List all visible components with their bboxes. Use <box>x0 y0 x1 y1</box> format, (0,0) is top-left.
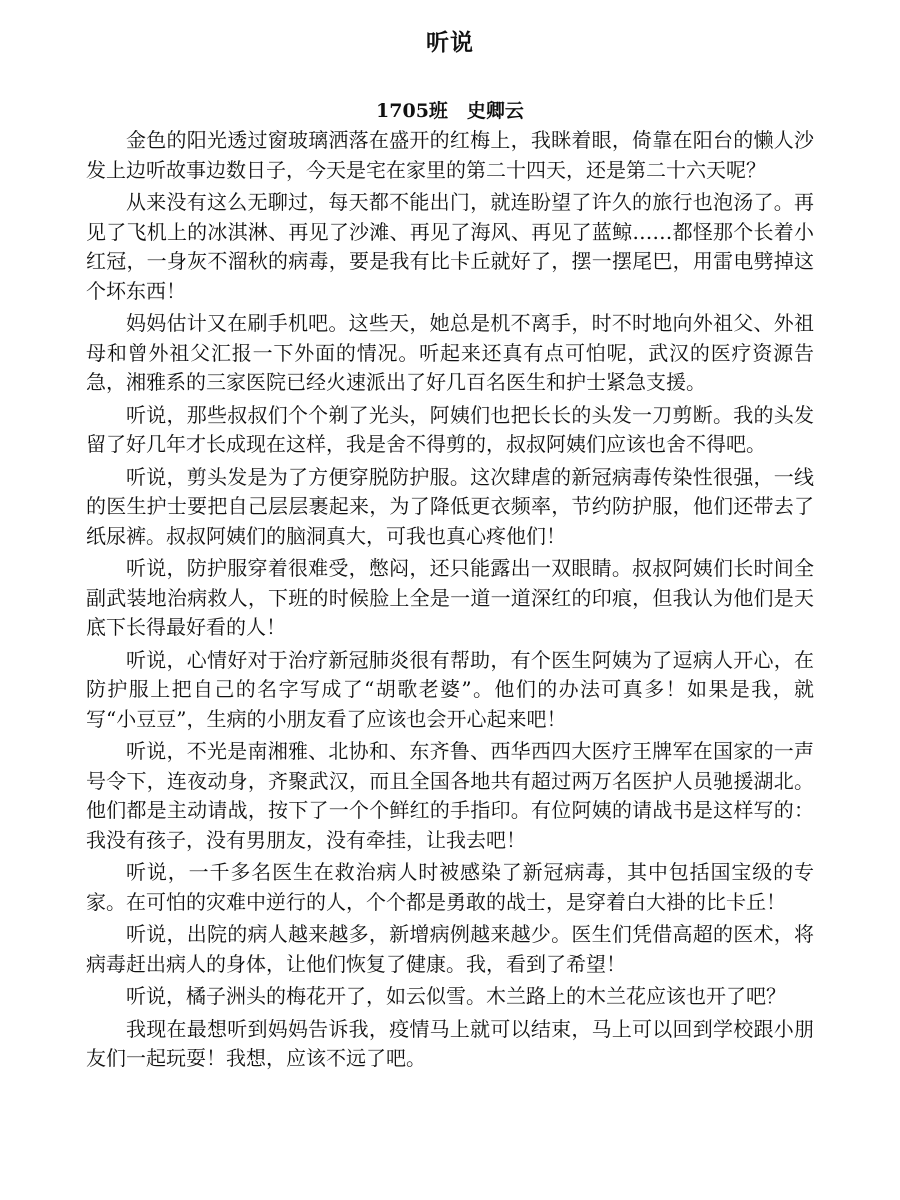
paragraph: 听说，心情好对于治疗新冠肺炎很有帮助，有个医生阿姨为了逗病人开心，在防护服上把自己的名字写成了“胡歌老婆”。他们的办法可真多！如果是我，就写“小豆豆”，生病的小朋友看了应该也会开心起来吧！ <box>86 647 814 731</box>
paragraph: 听说，不光是南湘雅、北协和、东齐鲁、西华西四大医疗王牌军在国家的一声号令下，连夜动身，齐聚武汉，而且全国各地共有超过两万名医护人员驰援湖北。他们都是主动请战，按下了一个个鲜红的手指印。有位阿姨的请战书是这样写的：我没有孩子，没有男朋友，没有牵挂，让我去吧！ <box>86 739 814 852</box>
author-byline: 1705班 史卿云 <box>376 100 524 122</box>
paragraph: 听说，橘子洲头的梅花开了，如云似雪。木兰路上的木兰花应该也开了吧？ <box>126 984 786 1008</box>
document-title: 听说 <box>426 29 474 56</box>
paragraph: 听说，出院的病人越来越多，新增病例越来越少。医生们凭借高超的医术，将病毒赶出病人的身体，让他们恢复了健康。我，看到了希望！ <box>86 922 814 976</box>
paragraph: 听说，剪头发是为了方便穿脱防护服。这次肆虐的新冠病毒传染性很强，一线的医生护士要把自己层层裹起来，为了降低更衣频率，节约防护服，他们还带去了纸尿裤。叔叔阿姨们的脑洞真大，可我也真心疼他们！ <box>86 464 814 548</box>
paragraph: 听说，那些叔叔们个个剃了光头，阿姨们也把长长的头发一刀剪断。我的头发留了好几年才长成现在这样，我是舍不得剪的，叔叔阿姨们应该也舍不得吧。 <box>86 402 814 456</box>
paragraph: 金色的阳光透过窗玻璃洒落在盛开的红梅上，我眯着眼，倚靠在阳台的懒人沙发上边听故事边数日子，今天是宅在家里的第二十四天，还是第二十六天呢？ <box>86 128 814 182</box>
paragraph: 从来没有这么无聊过，每天都不能出门，就连盼望了许久的旅行也泡汤了。再见了飞机上的冰淇淋、再见了沙滩、再见了海风、再见了蓝鲸……都怪那个长着小红冠，一身灰不溜秋的病毒，要是我有比卡丘就好了，摆一摆尾巴，用雷电劈掉这个坏东西！ <box>86 190 814 303</box>
essay-body <box>86 126 814 1077</box>
paragraph: 妈妈估计又在刷手机吧。这些天，她总是机不离手，时不时地向外祖父、外祖母和曾外祖父汇报一下外面的情况。听起来还真有点可怕呢，武汉的医疗资源告急，湘雅系的三家医院已经火速派出了好几百名医生和护士紧急支援。 <box>86 311 814 394</box>
paragraph: 听说，防护服穿着很难受，憋闷，还只能露出一双眼睛。叔叔阿姨们长时间全副武装地治病救人，下班的时候脸上全是一道一道深红的印痕，但我认为他们是天底下长得最好看的人！ <box>86 556 814 639</box>
paragraph: 听说，一千多名医生在救治病人时被感染了新冠病毒，其中包括国宝级的专家。在可怕的灾难中逆行的人，个个都是勇敢的战士，是穿着白大褂的比卡丘！ <box>86 860 814 914</box>
paragraph: 我现在最想听到妈妈告诉我，疫情马上就可以结束，马上可以回到学校跟小朋友们一起玩耍！我想，应该不远了吧。 <box>86 1016 814 1070</box>
